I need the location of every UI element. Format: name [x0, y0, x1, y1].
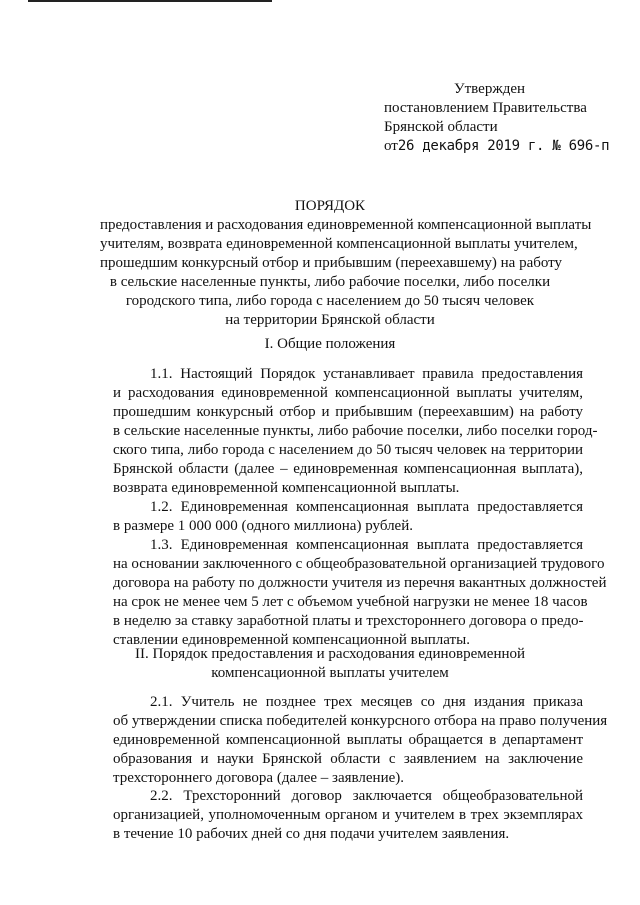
title-line: прошедшим конкурсный отбор и прибывшим (переехавшему) на работу — [100, 255, 563, 271]
paragraph-line: об утверждении списка победителей конкурсного отбора на право получения — [113, 713, 608, 729]
approval-line-2: постановлением Правительства — [384, 100, 587, 116]
approval-line-3: Брянской области — [384, 119, 498, 135]
approval-date-line — [384, 137, 609, 156]
approval-date-value: 26 декабря 2019 г. № 696-п — [397, 138, 610, 154]
paragraph-line: ставлении единовременной компенсационной выплаты. — [113, 632, 470, 648]
paragraph-line: ского типа, либо города с населением до 50 тысяч человек на территории — [113, 442, 583, 458]
paragraph-line: прошедшим конкурсный отбор и прибывшим (переехавшим) на работу — [113, 404, 583, 420]
document-title — [100, 197, 592, 330]
paragraph-line: и расходования единовременной компенсационной выплаты учителям, — [113, 385, 583, 401]
paragraph-line: 1.1. Настоящий Порядок устанавливает правила предоставления — [150, 366, 583, 382]
approval-line-1: Утвержден — [454, 81, 526, 97]
title-heading: ПОРЯДОК — [294, 198, 366, 214]
section-1-title — [100, 335, 560, 354]
paragraph-1-3 — [113, 536, 607, 650]
paragraph-line: единовременной компенсационной выплаты обращается в департамент — [113, 732, 583, 748]
top-rule-line — [28, 0, 272, 2]
title-line: на территории Брянской области — [225, 312, 435, 328]
paragraph-line: на основании заключенного с общеобразовательной организацией трудового — [113, 556, 605, 572]
paragraph-1-2 — [113, 498, 583, 536]
paragraph-line: 2.2. Трехсторонний договор заключается общеобразовательной — [150, 788, 583, 804]
section-1-title-text: I. Общие положения — [264, 336, 396, 352]
paragraph-line: трехстороннего договора (далее – заявление). — [113, 770, 405, 786]
paragraph-line: образования и науки Брянской области с заявлением на заключение — [113, 751, 583, 767]
approval-block — [384, 80, 609, 156]
paragraph-line: в течение 10 рабочих дней со дня подачи учителем заявления. — [113, 826, 510, 842]
title-line: городского типа, либо города с населением до 50 тысяч человек — [125, 293, 535, 309]
section-2-title-line: компенсационной выплаты учителем — [211, 665, 449, 681]
title-line: предоставления и расходования единовременной компенсационной выплаты — [100, 217, 592, 233]
paragraph-1-1 — [113, 365, 598, 498]
section-2-title-line: II. Порядок предоставления и расходования единовременной — [134, 646, 526, 662]
paragraph-line: организацией, уполномоченным органом и учителем в трех экземплярах — [113, 807, 583, 823]
paragraph-line: договора на работу по должности учителя из перечня вакантных должностей — [113, 575, 607, 591]
title-line: учителям, возврата единовременной компенсационной выплаты учителем, — [100, 236, 578, 252]
paragraph-line: 2.1. Учитель не позднее трех месяцев со дня издания приказа — [150, 694, 583, 710]
paragraph-line: Брянской области (далее – единовременная компенсационная выплата), — [113, 461, 583, 477]
paragraph-line: в неделю за ставку заработной платы и трехстороннего договора о предо- — [113, 613, 584, 629]
paragraph-line: 1.2. Единовременная компенсационная выплата предоставляется — [150, 499, 583, 515]
paragraph-line: возврата единовременной компенсационной выплаты. — [113, 480, 460, 496]
title-subtitle — [100, 216, 592, 330]
title-line: в сельские населенные пункты, либо рабочие поселки, либо поселки — [109, 274, 551, 290]
paragraph-line: 1.3. Единовременная компенсационная выплата предоставляется — [150, 537, 583, 553]
approval-date-prefix: от — [384, 138, 398, 154]
paragraph-line: в сельские населенные пункты, либо рабочие поселки, либо поселки город- — [113, 423, 598, 439]
paragraph-2-2 — [113, 787, 583, 844]
section-2-title — [100, 645, 560, 683]
paragraph-line: на срок не менее чем 5 лет с объемом учебной нагрузки не менее 18 часов — [113, 594, 588, 610]
paragraph-line: в размере 1 000 000 (одного миллиона) рублей. — [113, 518, 413, 534]
paragraph-2-1 — [113, 693, 608, 788]
